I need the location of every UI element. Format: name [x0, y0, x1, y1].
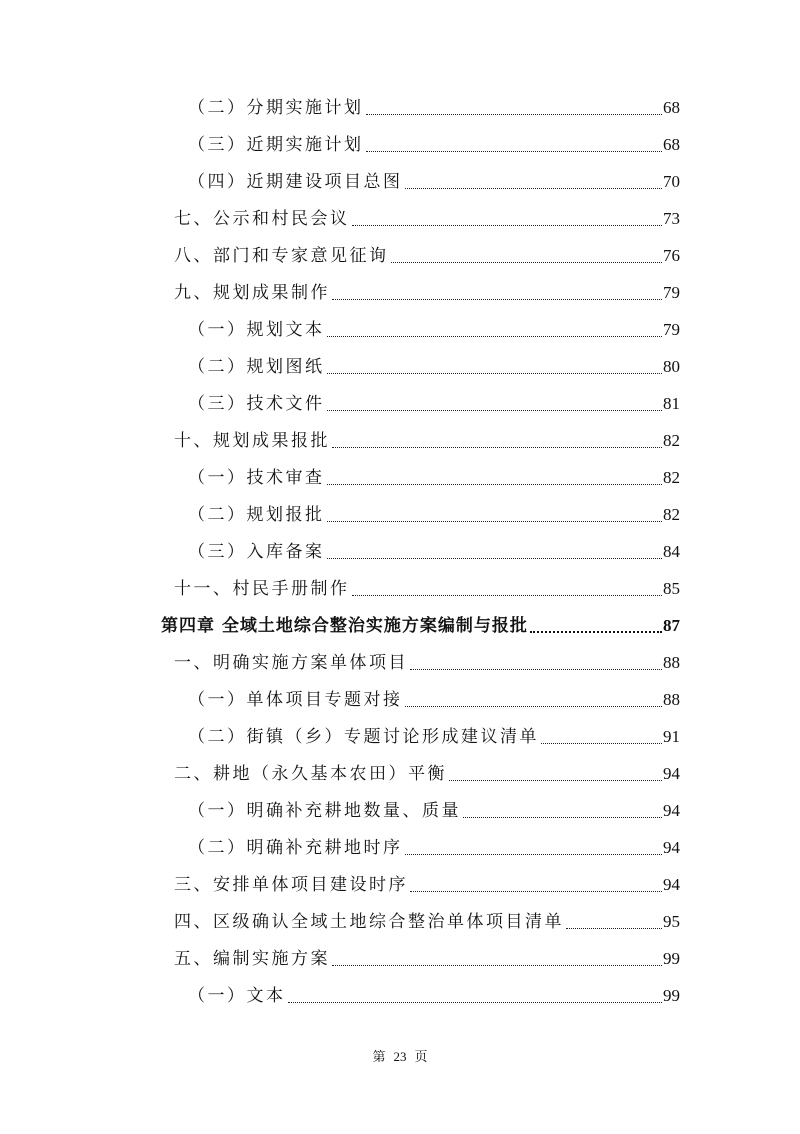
- dot-leader: [332, 964, 662, 966]
- toc-entry[interactable]: [174, 874, 680, 896]
- dot-leader: [327, 409, 663, 411]
- dot-leader: [352, 224, 663, 226]
- toc-entry-page: 88: [663, 690, 680, 709]
- dot-leader: [530, 630, 662, 633]
- footer-page-number: 23: [393, 1049, 407, 1064]
- toc-entry-page: 79: [663, 320, 680, 339]
- toc-entry[interactable]: [188, 467, 680, 489]
- toc-entry-page: 94: [663, 801, 680, 820]
- toc-entry-title: （四）近期建设项目总图: [188, 172, 403, 192]
- toc-entry-title: 十一、村民手册制作: [174, 579, 350, 599]
- toc-entry-title: 八、部门和专家意见征询: [174, 246, 389, 266]
- toc-entry-title: （二）明确补充耕地时序: [188, 838, 403, 858]
- dot-leader: [288, 1001, 663, 1003]
- toc-entry[interactable]: [188, 541, 680, 563]
- toc-entry-page: 82: [663, 505, 680, 524]
- toc-entry-title: （二）规划图纸: [188, 357, 325, 377]
- page-footer: [0, 1046, 800, 1065]
- toc-entry-page: 85: [663, 579, 680, 598]
- dot-leader: [327, 483, 663, 485]
- toc-entry-title: 九、规划成果制作: [174, 283, 330, 303]
- toc-entry-page: 84: [663, 542, 680, 561]
- toc-entry-page: 73: [663, 209, 680, 228]
- toc-chapter-entry[interactable]: [161, 615, 680, 637]
- dot-leader: [391, 261, 663, 263]
- toc-entry-title: （一）技术审查: [188, 468, 325, 488]
- toc-entry-page: 94: [663, 838, 680, 857]
- dot-leader: [405, 187, 663, 189]
- toc-entry-title: （一）单体项目专题对接: [188, 690, 403, 710]
- toc-entry[interactable]: [188, 837, 680, 859]
- dot-leader: [327, 335, 663, 337]
- toc-entry[interactable]: [188, 689, 680, 711]
- dot-leader: [352, 594, 663, 596]
- toc-entry-page: 81: [663, 394, 680, 413]
- toc-entry[interactable]: [174, 282, 680, 304]
- toc-entry-page: 79: [663, 283, 680, 302]
- dot-leader: [410, 668, 662, 670]
- toc-entry[interactable]: [174, 578, 680, 600]
- toc-entry-page: 88: [663, 653, 680, 672]
- dot-leader: [327, 557, 663, 559]
- toc-entry[interactable]: [188, 319, 680, 341]
- toc-entry[interactable]: [188, 985, 680, 1007]
- toc-entry-title: （一）规划文本: [188, 320, 325, 340]
- toc-entry-title: （二）街镇（乡）专题讨论形成建议清单: [188, 727, 539, 747]
- toc-entry-page: 91: [663, 727, 680, 746]
- toc-entry[interactable]: [188, 393, 680, 415]
- toc-entry[interactable]: [174, 652, 680, 674]
- toc-entry-title: 七、公示和村民会议: [174, 209, 350, 229]
- toc-entry-title: 四、区级确认全域土地综合整治单体项目清单: [174, 912, 564, 932]
- toc-entry[interactable]: [188, 504, 680, 526]
- toc-entry-page: 80: [663, 357, 680, 376]
- toc-entry-title: （三）近期实施计划: [188, 135, 364, 155]
- toc-entry[interactable]: [188, 171, 680, 193]
- dot-leader: [327, 372, 663, 374]
- toc-entry[interactable]: [188, 97, 680, 119]
- toc-entry-title: （二）分期实施计划: [188, 98, 364, 118]
- toc-entry[interactable]: [188, 134, 680, 156]
- dot-leader: [327, 520, 663, 522]
- toc-entry-page: 87: [663, 616, 680, 635]
- toc-entry-title: 五、编制实施方案: [174, 949, 330, 969]
- toc-entry-title: 第四章 全域土地综合整治实施方案编制与报批: [161, 616, 528, 636]
- footer-prefix: 第: [372, 1049, 386, 1064]
- toc-entry-page: 99: [663, 949, 680, 968]
- toc-entry[interactable]: [188, 800, 680, 822]
- dot-leader: [366, 113, 663, 115]
- toc-entry[interactable]: [174, 911, 680, 933]
- toc-entry[interactable]: [174, 430, 680, 452]
- dot-leader: [463, 816, 662, 818]
- toc-entry-page: 76: [663, 246, 680, 265]
- toc-entry-title: 三、安排单体项目建设时序: [174, 875, 408, 895]
- toc-entry[interactable]: [174, 245, 680, 267]
- toc-entry-page: 68: [663, 98, 680, 117]
- toc-entry-page: 94: [663, 875, 680, 894]
- dot-leader: [566, 927, 662, 929]
- toc-entry-page: 99: [663, 986, 680, 1005]
- toc-entry-title: 一、明确实施方案单体项目: [174, 653, 408, 673]
- toc-entry[interactable]: [188, 726, 680, 748]
- toc-entry[interactable]: [174, 763, 680, 785]
- toc-entry-page: 95: [663, 912, 680, 931]
- toc-entry-page: 94: [663, 764, 680, 783]
- toc-entry-page: 68: [663, 135, 680, 154]
- dot-leader: [332, 298, 662, 300]
- toc-entry-title: （二）规划报批: [188, 505, 325, 525]
- toc-entry-title: （一）文本: [188, 986, 286, 1006]
- toc-entry-page: 82: [663, 468, 680, 487]
- toc-entry[interactable]: [188, 356, 680, 378]
- toc-entry-page: 70: [663, 172, 680, 191]
- toc-entry-title: 二、耕地（永久基本农田）平衡: [174, 764, 447, 784]
- footer-suffix: 页: [414, 1049, 428, 1064]
- dot-leader: [405, 705, 663, 707]
- dot-leader: [449, 779, 662, 781]
- dot-leader: [410, 890, 662, 892]
- dot-leader: [332, 446, 662, 448]
- dot-leader: [366, 150, 663, 152]
- toc-entry-title: （一）明确补充耕地数量、质量: [188, 801, 461, 821]
- toc-entry-title: 十、规划成果报批: [174, 431, 330, 451]
- dot-leader: [405, 853, 663, 855]
- toc-entry[interactable]: [174, 948, 680, 970]
- toc-entry-title: （三）技术文件: [188, 394, 325, 414]
- toc-entry-page: 82: [663, 431, 680, 450]
- dot-leader: [541, 742, 662, 744]
- toc-entry[interactable]: [174, 208, 680, 230]
- toc-entry-title: （三）入库备案: [188, 542, 325, 562]
